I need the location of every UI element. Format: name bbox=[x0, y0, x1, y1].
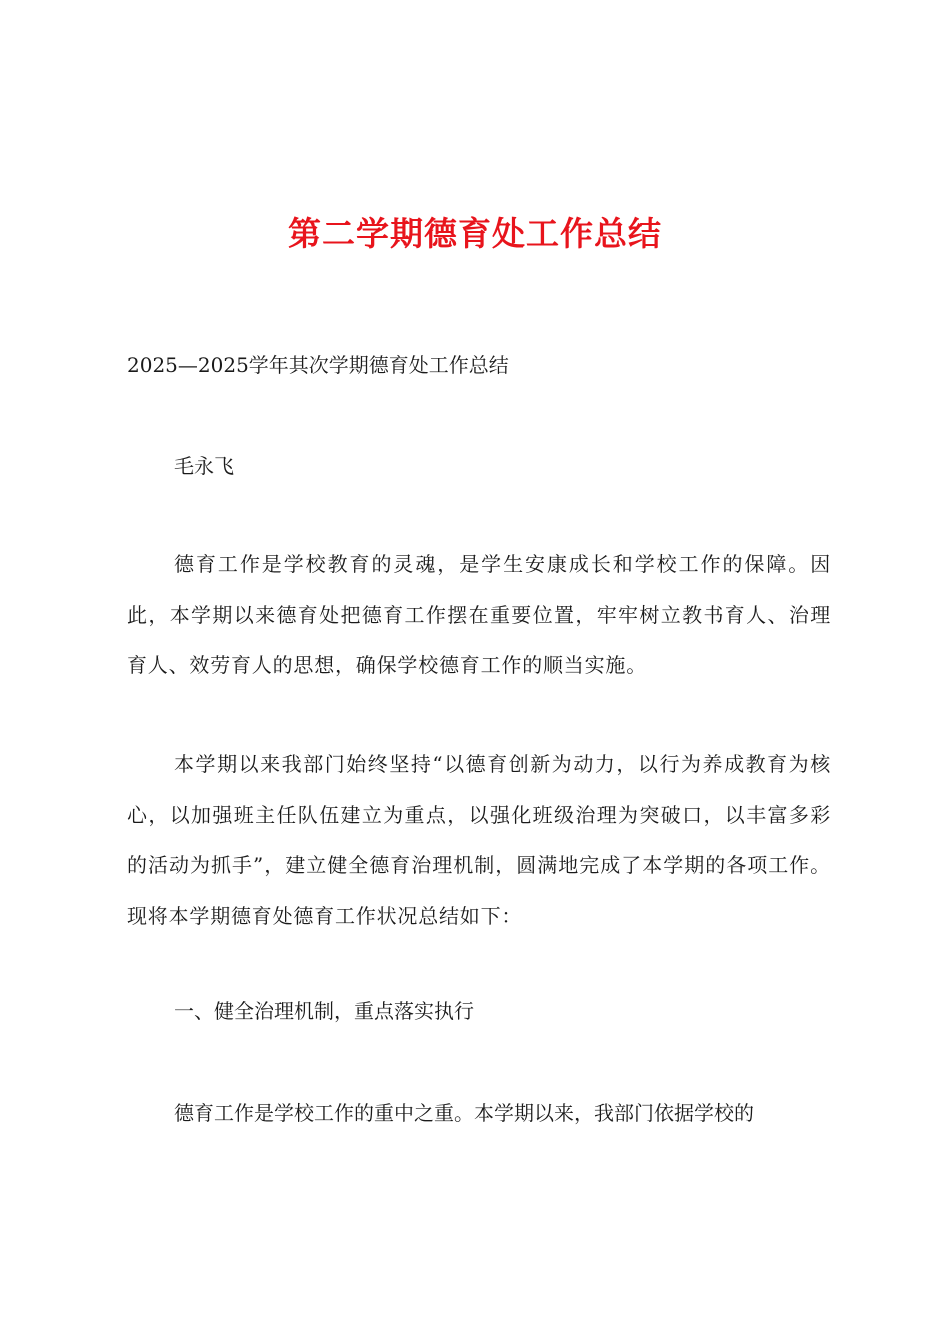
body-paragraph-3: 德育工作是学校工作的重中之重。本学期以来，我部门依据学校的 bbox=[174, 1101, 754, 1125]
section-heading: 一、健全治理机制，重点落实执行 bbox=[174, 999, 474, 1023]
document-title: 第二学期德育处工作总结 bbox=[288, 214, 662, 253]
document-subtitle: 2025—2025学年其次学期德育处工作总结 bbox=[127, 353, 509, 377]
body-paragraph-1: 德育工作是学校教育的灵魂，是学生安康成长和学校工作的保障。因此，本学期以来德育处把德育工作摆在重要位置，牢牢树立教书育人、治理育人、效劳育人的思想，确保学校德育工作的顺当实施。 bbox=[127, 552, 831, 677]
body-paragraph-2: 本学期以来我部门始终坚持“以德育创新为动力，以行为养成教育为核心，以加强班主任队伍建立为重点，以强化班级治理为突破口，以丰富多彩的活动为抓手”，建立健全德育治理机制，圆满地完成了本学期的各项工作。现将本学期德育处德育工作状况总结如下： bbox=[127, 752, 831, 928]
author-name: 毛永飞 bbox=[174, 454, 234, 478]
